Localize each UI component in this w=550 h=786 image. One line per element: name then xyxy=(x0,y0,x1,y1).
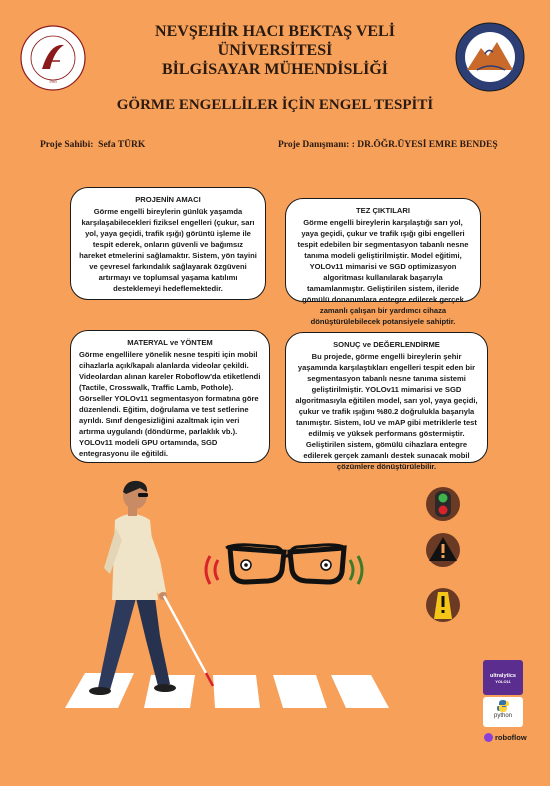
title-line-university: NEVŞEHİR HACI BEKTAŞ VELİ xyxy=(155,23,395,40)
traffic-light-icon xyxy=(426,487,460,521)
python-label: python xyxy=(493,713,512,719)
python-icon xyxy=(496,699,510,713)
advisor-label: Proje Danışmanı: : xyxy=(278,140,355,150)
section-outputs-body: Görme engelli bireylerin karşılaştığı sarı yol, yaya geçidi, çukur ve trafik ışığı gibi engelleri tespit edebilen bir segmentasyon tabanlı nesne tanıma modeli geliştirilmiştir. Model eğitimi, YOLOv11 mimarisi ve SGD optimizasyon algoritması kullanılarak başarıyla tamamlanmıştır. Geliştirilen sistem, ileride gömülü donanımlara entegre edilerek gerçek zamanlı çalışan bir yardımcı cihaza dönüştürülebilecek potansiyele sahiptir. xyxy=(297,218,469,326)
crosswalk-illustration xyxy=(65,673,389,708)
python-logo xyxy=(483,697,523,727)
tactile-paving-icon xyxy=(426,588,460,622)
ultralytics-sub: YOLO11 xyxy=(495,679,511,684)
svg-text:1965: 1965 xyxy=(49,79,57,84)
ultralytics-logo xyxy=(483,660,523,695)
roboflow-logo xyxy=(484,730,527,744)
section-method-title: MATERYAL ve YÖNTEM xyxy=(127,338,213,347)
owner-name: Sefa TÜRK xyxy=(98,140,146,150)
section-results-title: SONUÇ ve DEĞERLENDİRME xyxy=(333,340,440,349)
roboflow-icon xyxy=(484,733,493,742)
smart-glasses-illustration xyxy=(206,545,362,584)
blind-person-illustration xyxy=(89,481,213,695)
advisor-name: DR.ÖĞR.ÜYESİ EMRE BENDEŞ xyxy=(357,140,498,150)
ultralytics-label: ultralytics xyxy=(490,673,516,679)
section-aim-body: Görme engelli bireylerin günlük yaşamda karşılaşabilecekleri fiziksel engelleri (çukur, sarı yol, yaya geçidi, trafik ışığı) görüntü işleme ile tespit ederek, onların güvenli ve bağımsız hareket etmelerini sağlamaktır. Sistem, yön tayini ve çevresel farkındalık sağlayarak özgüveni artırmayı ve toplumsal yaşama katılımı desteklemeyi hedeflemektedir. xyxy=(79,207,257,293)
project-title: GÖRME ENGELLİLER İÇİN ENGEL TESPİTİ xyxy=(116,97,434,113)
title-line-department: BİLGİSAYAR MÜHENDİSLİĞİ xyxy=(162,61,388,78)
warning-icon xyxy=(426,533,460,567)
section-method-body: Görme engellilere yönelik nesne tespiti için mobil cihazlarla açık/kapalı alanlarda videolar çekildi. Videolardan alınan kareler Roboflow'da etiketlendi (Tactile, Crosswalk, Traffic Lamb, Pothole). Görseller YOLOv11 segmentasyon formatına göre düzenlendi. Eğitim, doğrulama ve test setlerine ayrıldı. Sınıf dengesizliğini azaltmak için veri artırma uygulandı (döndürme, parlaklık vb.). YOLOv11 modeli GPU ortamında, SGD entegrasyonu ile eğitildi. xyxy=(79,350,261,458)
section-outputs-title: TEZ ÇIKTILARI xyxy=(356,206,410,215)
section-aim-title: PROJENİN AMACI xyxy=(135,195,201,204)
title-line-university-2: ÜNİVERSİTESİ xyxy=(217,42,333,59)
roboflow-label: roboflow xyxy=(495,732,527,742)
owner-label: Proje Sahibi: xyxy=(40,140,94,150)
section-results-body: Bu projede, görme engelli bireylerin şehir yaşamında karşılaştıkları engelleri tespit eden bir segmentasyon tabanlı nesne tanıma sistemi geliştirilmiştir. YOLOv11 mimarisi ve SGD algoritmasıyla eğitilen model, sarı yol, yaya geçidi, çukur ve trafik ışığını %80.2 doğrulukla başarıyla tanımıştır. Sistem, IoU ve mAP gibi metriklerle test edilmiş ve yüksek performans göstermiştir. Geliştirilen sistem, gömülü cihazlara entegre edilerek gerçek zamanlı destek sunacak mobil çözümlere dönüştürülebilir. xyxy=(295,352,478,471)
